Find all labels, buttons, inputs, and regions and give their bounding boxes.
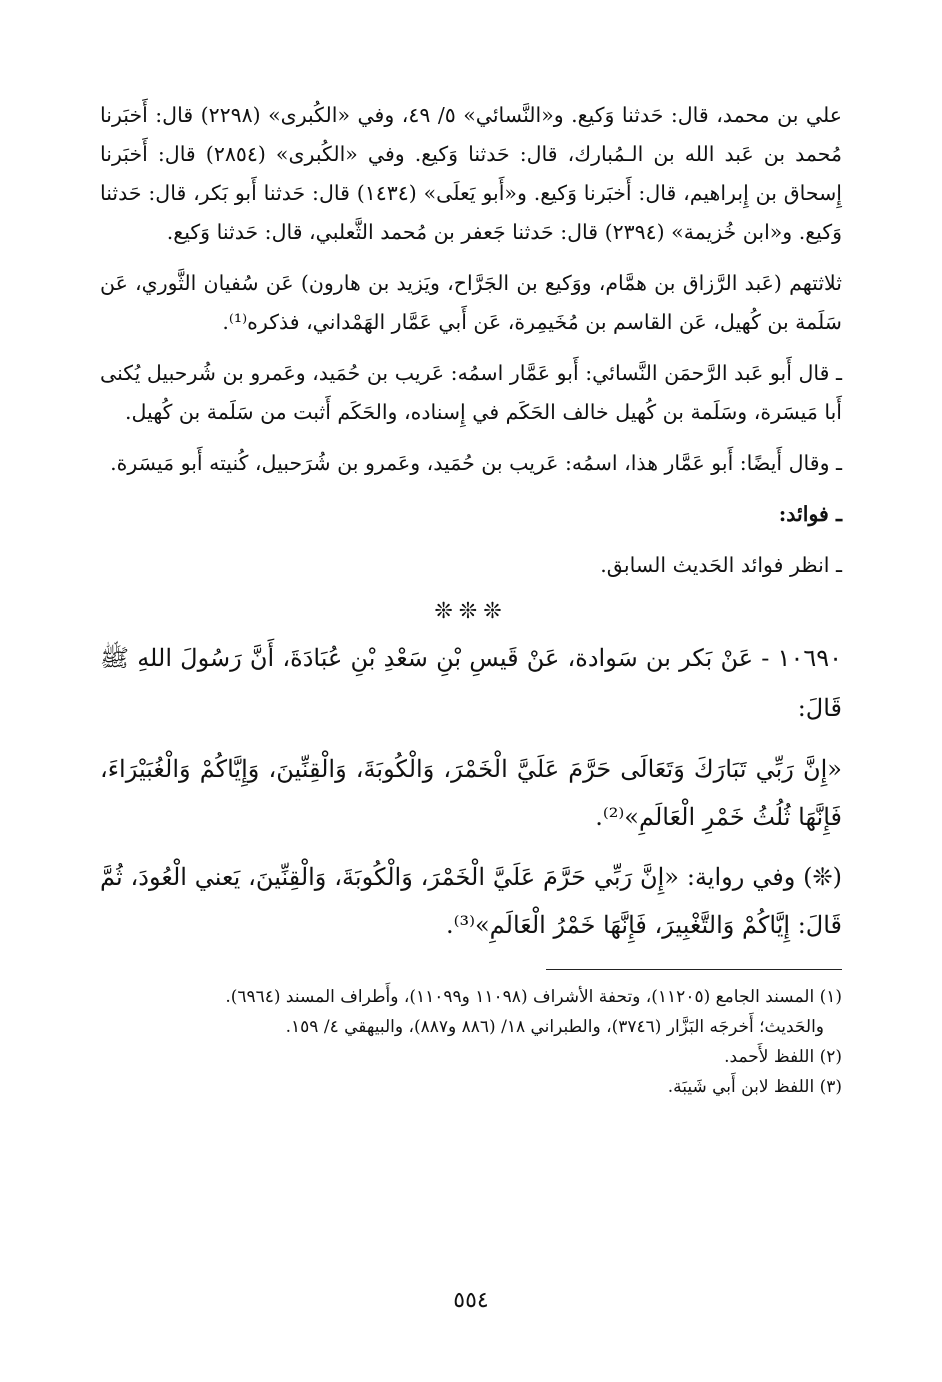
footnote-1-continued: والحَديث؛ أَخرجَه البَزَّار (٣٧٤٦)، والطبراني ١٨/ (٨٨٦ و٨٨٧)، والبيهقي ٤/ ١٥٩.	[285, 1017, 824, 1037]
footnote-1: (١) المسند الجامع (١١٢٠٥)، وتحفة الأشراف (١١٠٩٨ و١١٠٩٩)، وأَطراف المسند (٦٩٦٤).	[225, 987, 842, 1007]
footnote-2: (٢) اللفظ لأَحمد.	[724, 1047, 842, 1067]
hadith-heading: ١٠٦٩٠ - عَنْ بَكر بن سَوادة، عَنْ قَيسِ بْنِ سَعْدِ بْنِ عُبَادَةَ، أَنَّ رَسُولَ اللهِ ﷺ قَالَ:	[100, 644, 842, 722]
page-number: ٥٥٤	[453, 1288, 489, 1313]
hadith-riwaya: (❊) وفي رواية: «إِنَّ رَبِّي حَرَّمَ عَلَيَّ الْخَمْرَ، وَالْكُوبَةَ، وَالْقِنِّينَ، يَعني الْعُودَ، ثُمَّ قَالَ: إِيَّاكُمْ وَالتَّغْبِيرَ، فَإِنَّهَا خَمْرُ الْعَالَمِ»⁽³⁾.	[100, 863, 842, 939]
fawaid-text: ـ انظر فوائد الحَديث السابق.	[600, 553, 842, 577]
body-paragraph-sources: علي بن محمد، قال: حَدثنا وَكيع. و«النَّسائي» ٥/ ٤٩، وفي «الكُبرى» (٢٢٩٨) قال: أَخبَرنا مُحمد بن عَبد الله بن الـمُبارك، قال: حَدثنا وَكيع. وفي «الكُبرى» (٢٨٥٤) قال: أَخبَرنا إِسحاق بن إِبراهيم، قال: أَخبَرنا وَكيع. و«أَبو يَعلَى» (١٤٣٤) قال: حَدثنا أَبو بَكر، قال: حَدثنا وَكيع. و«ابن خُزيمة» (٢٣٩٤) قال: حَدثنا جَعفر بن مُحمد الثَّعلبي، قال: حَدثنا وَكيع.	[100, 103, 842, 244]
hadith-text: «إِنَّ رَبِّي تَبَارَكَ وَتَعَالَى حَرَّمَ عَلَيَّ الْخَمْرَ، وَالْكُوبَةَ، وَالْقِنِّينَ، وَإِيَّاكُمْ وَالْغُبَيْرَاءَ، فَإِنَّهَا ثُلُثُ خَمْرِ الْعَالَمِ»⁽²⁾.	[100, 755, 842, 831]
footnote-3: (٣) اللفظ لابن أَبي شَيبَة.	[667, 1077, 842, 1097]
fawaid-heading: ـ فوائد:	[778, 502, 842, 526]
section-divider-stars: ❊❊❊	[434, 599, 508, 624]
footnote-separator	[546, 969, 842, 970]
body-paragraph-nasai-comment: ـ قال أَبو عَبد الرَّحمَن النَّسائي: أَبو عَمَّار اسمُه: عَريب بن حُمَيد، وعَمرو بن شُرحبيل يُكنى أَبا مَيسَرة، وسَلَمة بن كُهيل خالف الحَكَم في إِسناده، والحَكَم أَثبت من سَلَمة بن كُهيل.	[100, 361, 842, 424]
body-paragraph-nasai-comment-2: ـ وقال أَيضًا: أَبو عَمَّار هذا، اسمُه: عَريب بن حُمَيد، وعَمرو بن شُرَحبيل، كُنيته أَبو مَيسَرة.	[110, 451, 842, 475]
body-paragraph-isnad: ثلاثتهم (عَبد الرَّزاق بن همَّام، ووَكيع بن الجَرَّاح، ويَزيد بن هارون) عَن سُفيان الثَّوري، عَن سَلَمة بن كُهيل، عَن القاسم بن مُخَيمِرة، عَن أَبي عَمَّار الهَمْداني، فذكره⁽¹⁾.	[100, 271, 842, 334]
